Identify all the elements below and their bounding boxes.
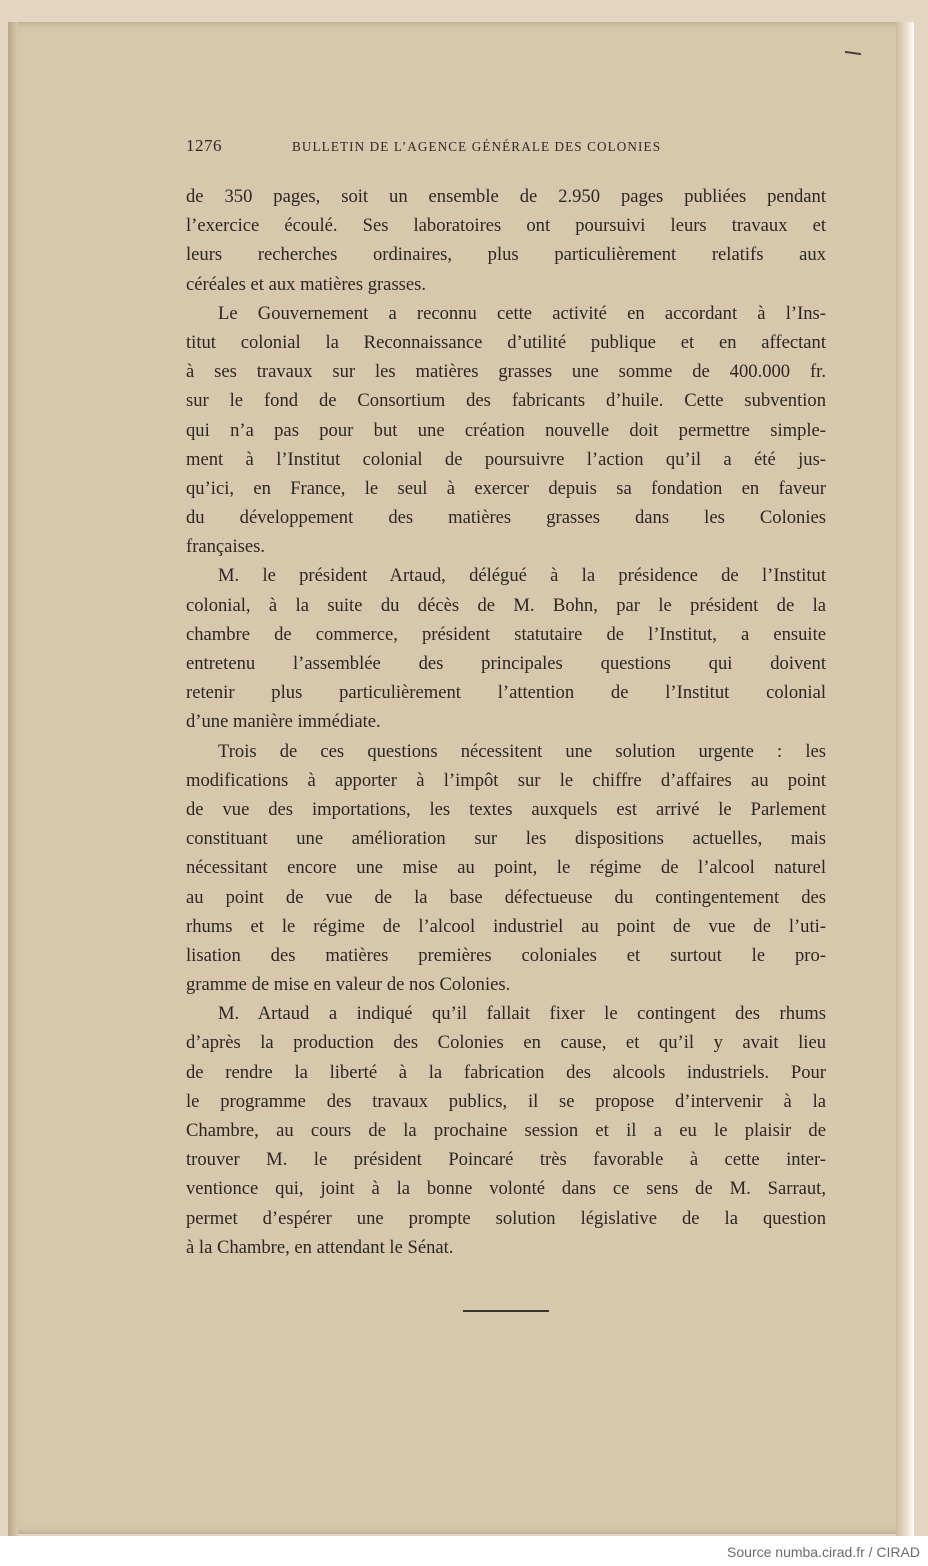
text-line: qui n’a pas pour but une création nouvelle doit permettre simple- [186,419,826,441]
text-line: Chambre, au cours de la prochaine session et il a eu le plaisir de [186,1120,826,1141]
text-line: françaises. [186,536,265,558]
text-line: à ses travaux sur les matières grasses une somme de 400.000 fr. [186,361,826,383]
text-line: gramme de mise en valeur de nos Colonies. [186,974,511,996]
text-line: ventionce qui, joint à la bonne volonté dans ce sens de M. Sarraut, [186,1178,826,1200]
text-line: modifications à apporter à l’impôt sur le chiffre d’affaires au point [186,769,826,791]
text-line: nécessitant encore une mise au point, le régime de l’alcool naturel [186,857,826,879]
text-line: rhums et le régime de l’alcool industriel au point de vue de l’uti- [186,915,826,937]
running-title: BULLETIN DE L’AGENCE GÉNÉRALE DES COLONIES [292,139,662,154]
source-credit: Source numba.cirad.fr / CIRAD [727,1544,920,1560]
text-line: céréales et aux matières grasses. [186,273,427,295]
page-left-edge [8,22,18,1558]
text-line: M. Artaud a indiqué qu’il fallait fixer le contingent des rhums [218,1003,826,1025]
text-line: sur le fond de Consortium des fabricants d’huile. Cette subvention [186,390,826,412]
page-number: 1276 [186,136,222,155]
text-line: qu’ici, en France, le seul à exercer depuis sa fondation en faveur [186,477,826,499]
text-line: Trois de ces questions nécessitent une solution urgente : les [218,740,826,762]
text-line: le programme des travaux publics, il se propose d’intervenir à la [186,1090,826,1112]
text-line: titut colonial la Reconnaissance d’utilité publique et en affectant [186,331,826,353]
page-header [186,136,828,160]
text-line: d’après la production des Colonies en cause, et qu’il y avait lieu [186,1032,826,1054]
text-line: trouver M. le président Poincaré très favorable à cette inter- [186,1149,826,1171]
text-line: leurs recherches ordinaires, plus particulièrement relatifs aux [186,244,826,266]
text-line: M. le président Artaud, délégué à la présidence de l’Institut [218,565,826,587]
text-line: ment à l’Institut colonial de poursuivre l’action qu’il a été jus- [186,448,826,470]
viewer-footer [0,1536,928,1566]
text-line: Le Gouvernement a reconnu cette activité en accordant à l’Ins- [218,302,826,324]
text-line: d’une manière immédiate. [186,711,381,733]
page-right-edge [896,22,914,1558]
text-line: de vue des importations, les textes auxquels est arrivé le Parlement [186,798,826,820]
text-line: de 350 pages, soit un ensemble de 2.950 pages publiées pendant [186,186,826,207]
text-line: permet d’espérer une prompte solution législative de la question [186,1207,826,1229]
text-line: lisation des matières premières coloniales et surtout le pro- [186,944,826,966]
text-line: constituant une amélioration sur les dispositions actuelles, mais [186,828,826,850]
text-line: chambre de commerce, président statutaire de l’Institut, a ensuite [186,623,826,645]
text-line: du développement des matières grasses dans les Colonies [186,507,826,529]
text-line: à la Chambre, en attendant le Sénat. [186,1236,454,1258]
text-line: de rendre la liberté à la fabrication des alcools industriels. Pour [186,1061,826,1083]
text-line: entretenu l’assemblée des principales questions qui doivent [186,653,826,674]
section-rule [463,1310,549,1312]
body-text [186,182,826,1262]
text-line: l’exercice écoulé. Ses laboratoires ont poursuivi leurs travaux et [186,215,826,237]
text-line: colonial, à la suite du décès de M. Bohn, par le président de la [186,594,826,616]
text-line: au point de vue de la base défectueuse du contingentement des [186,886,826,908]
text-line: retenir plus particulièrement l’attention de l’Institut colonial [186,682,826,704]
